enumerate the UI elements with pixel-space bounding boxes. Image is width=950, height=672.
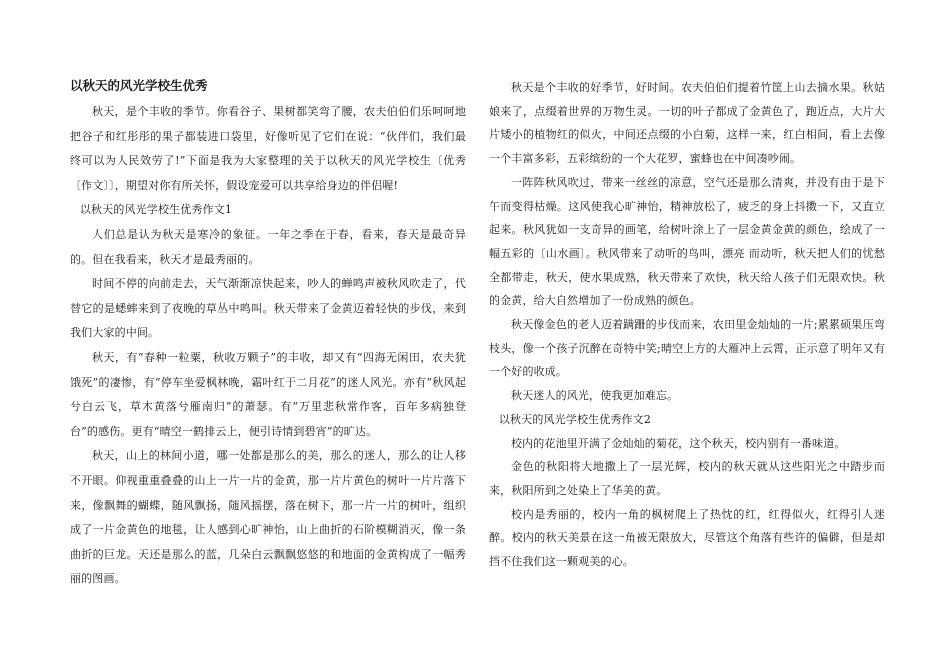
paragraph: 秋天，有“春种一粒粟，秋收万颗子”的丰收，却又有“四海无闲田，农夫犹饿死”的凄惨，有“停车坐爱枫林晚，霜叶红于二月花”的迷人风光。亦有“秋风起兮白云飞，草木黄落兮雁南归”的萧瑟。有“万里悲秋常作客，百年多病独登台”的感伤。更有“晴空一鹤排云上，便引诗情到碧宵”的旷达。 <box>70 350 466 438</box>
paragraph: 一阵阵秋风吹过，带来一丝丝的凉意，空气还是那么清爽，并没有由于是下午而变得枯燥。这风使我心旷神怡，精神放松了，疲乏的身上抖擞一下，又直立起来。秋风犹如一支奇异的画笔，给树叶涂上了一层金黄金黄的颜色，绘成了一幅五彩的〔山水画〕。秋风带来了动听的鸟叫，漂亮 而动听，秋天把人们的忧愁全都带走，秋天，使水果成熟，秋天带来了欢快，秋天给人孩子们无限欢快。秋的金黄，给大自然增加了一份成熟的颜色。 <box>489 175 885 308</box>
paragraph: 人们总是认为秋天是寒冷的象征。一年之季在于春，看来，春天是最奇异的。但在我看来，秋天才是最秀丽的。 <box>70 227 466 266</box>
right-column <box>489 76 885 574</box>
paragraph: 金色的秋阳将大地撒上了一层光辉，校内的秋天就从这些阳光之中踏步而来，秋阳所到之处染上了华美的黄。 <box>489 460 885 497</box>
paragraph: 校内是秀丽的，校内一角的枫树爬上了热忱的红，红得似火，红得引人迷醉。校内的秋天美景在这一角被无限放大，尽管这个角落有些许的偏僻，但是却挡不住我们这一颗观美的心。 <box>489 507 885 569</box>
intro-paragraph: 秋天，是个丰收的季节。你看谷子、果树都笑弯了腰，农夫伯伯们乐呵呵地把谷子和红彤彤的果子都装进口袋里，好像听见了它们在说：“伙伴们，我们最终可以为人民效劳了!”下面是我为大家整理的关于以秋天的风光学校生〔优秀〔作文〕〕，期望对你有所关怀，假设宠爱可以共享给身边的伴侣喔! <box>70 105 466 192</box>
paragraph: 秋天迷人的风光，使我更加难忘。 <box>511 389 679 403</box>
essay-2-heading: 以秋天的风光学校生优秀作文2 <box>498 412 651 426</box>
essay-1-heading: 以秋天的风光学校生优秀作文1 <box>79 203 232 217</box>
paragraph: 秋天，山上的林间小道，哪一处都是那么的美，那么的迷人，那么的让人移不开眼。仰视重重叠叠的山上一片一片的金黄，那一片片黄色的树叶一片片落下来，像飘舞的蝴蝶，随风飘扬，随风摇摆，落在树下，那一片一片的树叶，组织成了一片金黄色的地毯，让人感到心旷神怡，山上曲折的石阶模糊消灭，像一条曲折的巨龙。天还是那么的蓝，几朵白云飘飘悠悠的和地面的金黄构成了一幅秀丽的图画。 <box>70 449 466 586</box>
paragraph: 秋天是个丰收的好季节，好时间。农夫伯伯们提着竹筐上山去摘水果。秋姑娘来了，点缀着世界的万物生灵。一切的叶子都成了金黄色了，跑近点，大片大片矮小的植物红的似火，中间还点缀的小白菊，这样一来，红白相间，看上去像一个丰富多彩，五彩缤纷的一个大花罗，蜜蜂也在中间凑吵闹。 <box>489 81 885 166</box>
paragraph: 校内的花池里开满了金灿灿的菊花，这个秋天，校内别有一番味道。 <box>511 436 846 450</box>
paragraph: 秋天像金色的老人迈着蹒跚的步伐而来，农田里金灿灿的一片;累累硕果压弯枝头，像一个孩子沉醉在奇特中笑;晴空上方的大雁冲上云霄，正示意了明年又有一个好的收成。 <box>489 318 885 379</box>
document-title: 以秋天的风光学校生优秀 <box>70 78 208 93</box>
left-column <box>70 76 466 592</box>
paragraph: 时间不停的向前走去，天气渐渐凉快起来，吵人的蝉鸣声被秋风吹走了，代替它的是蟋蟀来到了夜晚的草丛中鸣叫。秋天带来了金黄迈着轻快的步伐，来到我们大家的中间。 <box>70 277 466 340</box>
